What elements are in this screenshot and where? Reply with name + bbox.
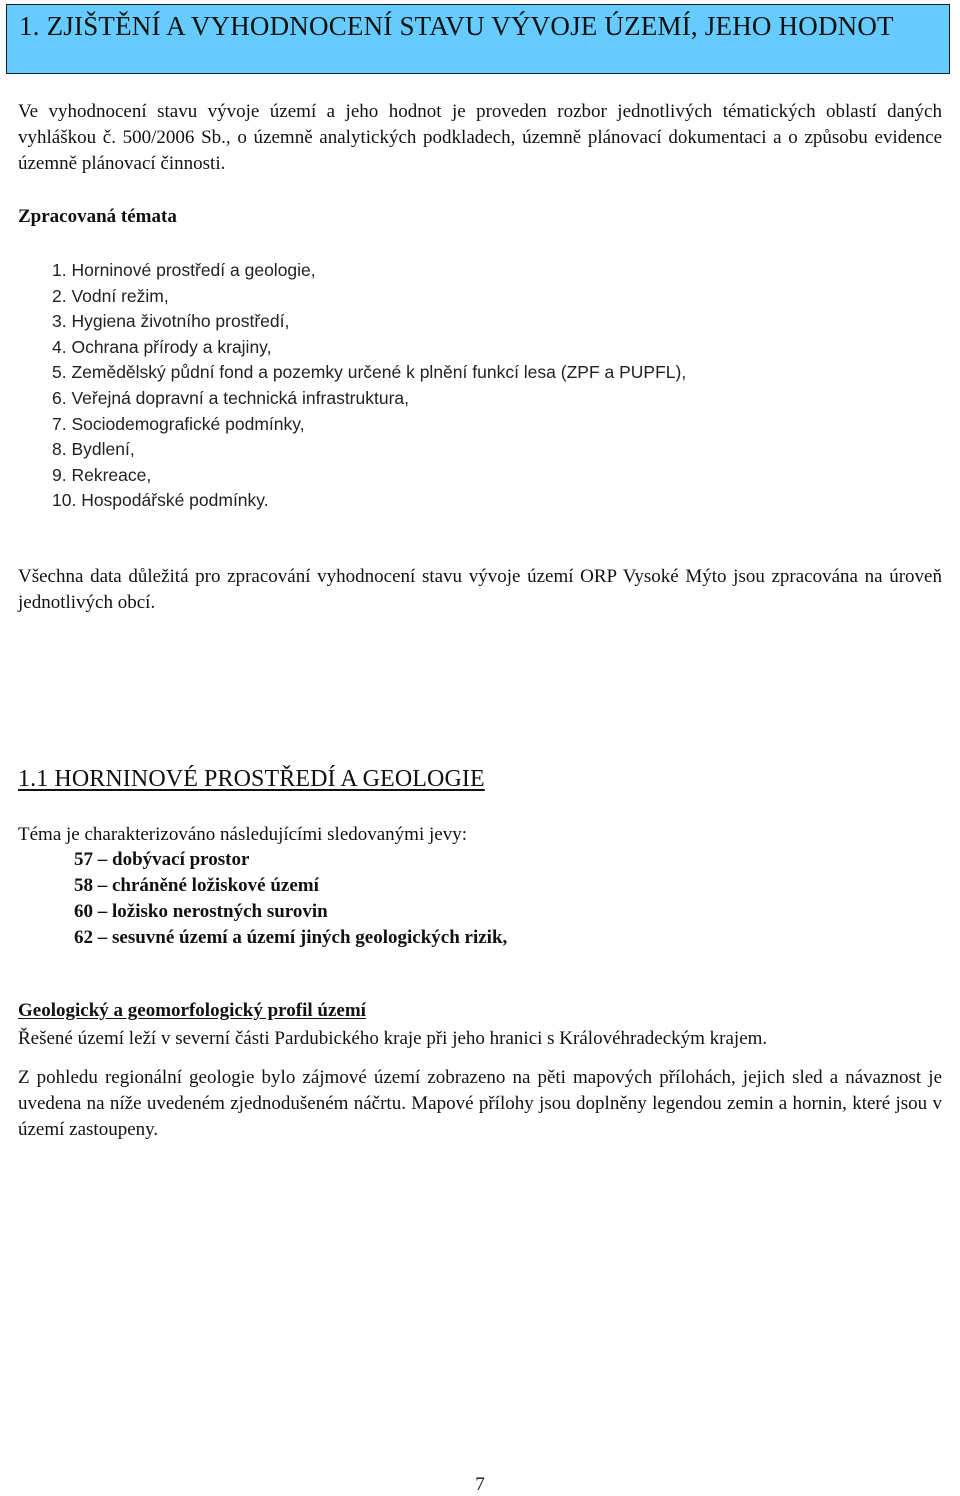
intro-paragraph: Ve vyhodnocení stavu vývoje území a jeho hodnot je proveden rozbor jednotlivých tématických oblastí daných vyhláškou č. 500/2006 Sb., o územně analytických podkladech, územně plánovací dokumentaci a o způsobu evidence územně plánovací činnosti. <box>18 101 942 174</box>
list-item: 3. Hygiena životního prostředí, <box>52 311 290 332</box>
list-item: 8. Bydlení, <box>52 439 135 460</box>
data-note-paragraph: Všechna data důležitá pro zpracování vyhodnocení stavu vývoje území ORP Vysoké Mýto jsou zpracována na úroveň jednotlivých obcí. <box>18 566 942 613</box>
list-item: 62 – sesuvné území a území jiných geologických rizik, <box>74 927 508 948</box>
chapter-heading: 1. ZJIŠTĚNÍ A VYHODNOCENÍ STAVU VÝVOJE ÚZEMÍ, JEHO HODNOT <box>19 11 894 41</box>
list-item: 10. Hospodářské podmínky. <box>52 490 269 511</box>
list-item: 4. Ochrana přírody a krajiny, <box>52 336 272 357</box>
list-item: 1. Horninové prostředí a geologie, <box>52 260 316 280</box>
section-title: 1.1 HORNINOVÉ PROSTŘEDÍ A GEOLOGIE <box>18 766 485 792</box>
topics-heading: Zpracovaná témata <box>18 206 177 227</box>
page-number: 7 <box>475 1474 485 1495</box>
list-item: 60 – ložisko nerostných surovin <box>74 901 328 922</box>
list-item: 57 – dobývací prostor <box>74 849 250 870</box>
regional-geology-paragraph: Z pohledu regionální geologie bylo zájmové území zobrazeno na pěti mapových přílohách, jejich sled a návaznost je uvedena na níže uvedeném zjednodušeném náčrtu. Mapové přílohy jsou doplněny legendou zemin a hornin, které jsou v území zastoupeny. <box>18 1067 942 1140</box>
topics-list <box>52 258 686 514</box>
profile-paragraph: Řešené území leží v severní části Pardubického kraje při jeho hranici s Královéhradeckým krajem. <box>18 1028 768 1049</box>
list-item: 58 – chráněné ložiskové území <box>74 875 319 896</box>
list-item: 7. Sociodemografické podmínky, <box>52 413 305 434</box>
chapter-heading-box <box>6 4 950 74</box>
list-item: 6. Veřejná dopravní a technická infrastruktura, <box>52 387 410 408</box>
list-item: 9. Rekreace, <box>52 464 152 485</box>
profile-heading: Geologický a geomorfologický profil území <box>18 1000 366 1021</box>
section-intro: Téma je charakterizováno následujícími sledovanými jevy: <box>18 824 467 845</box>
phenomena-list <box>74 847 507 951</box>
list-item: 2. Vodní režim, <box>52 285 169 306</box>
list-item: 5. Zemědělský půdní fond a pozemky určené k plnění funkcí lesa (ZPF a PUPFL), <box>52 362 687 383</box>
